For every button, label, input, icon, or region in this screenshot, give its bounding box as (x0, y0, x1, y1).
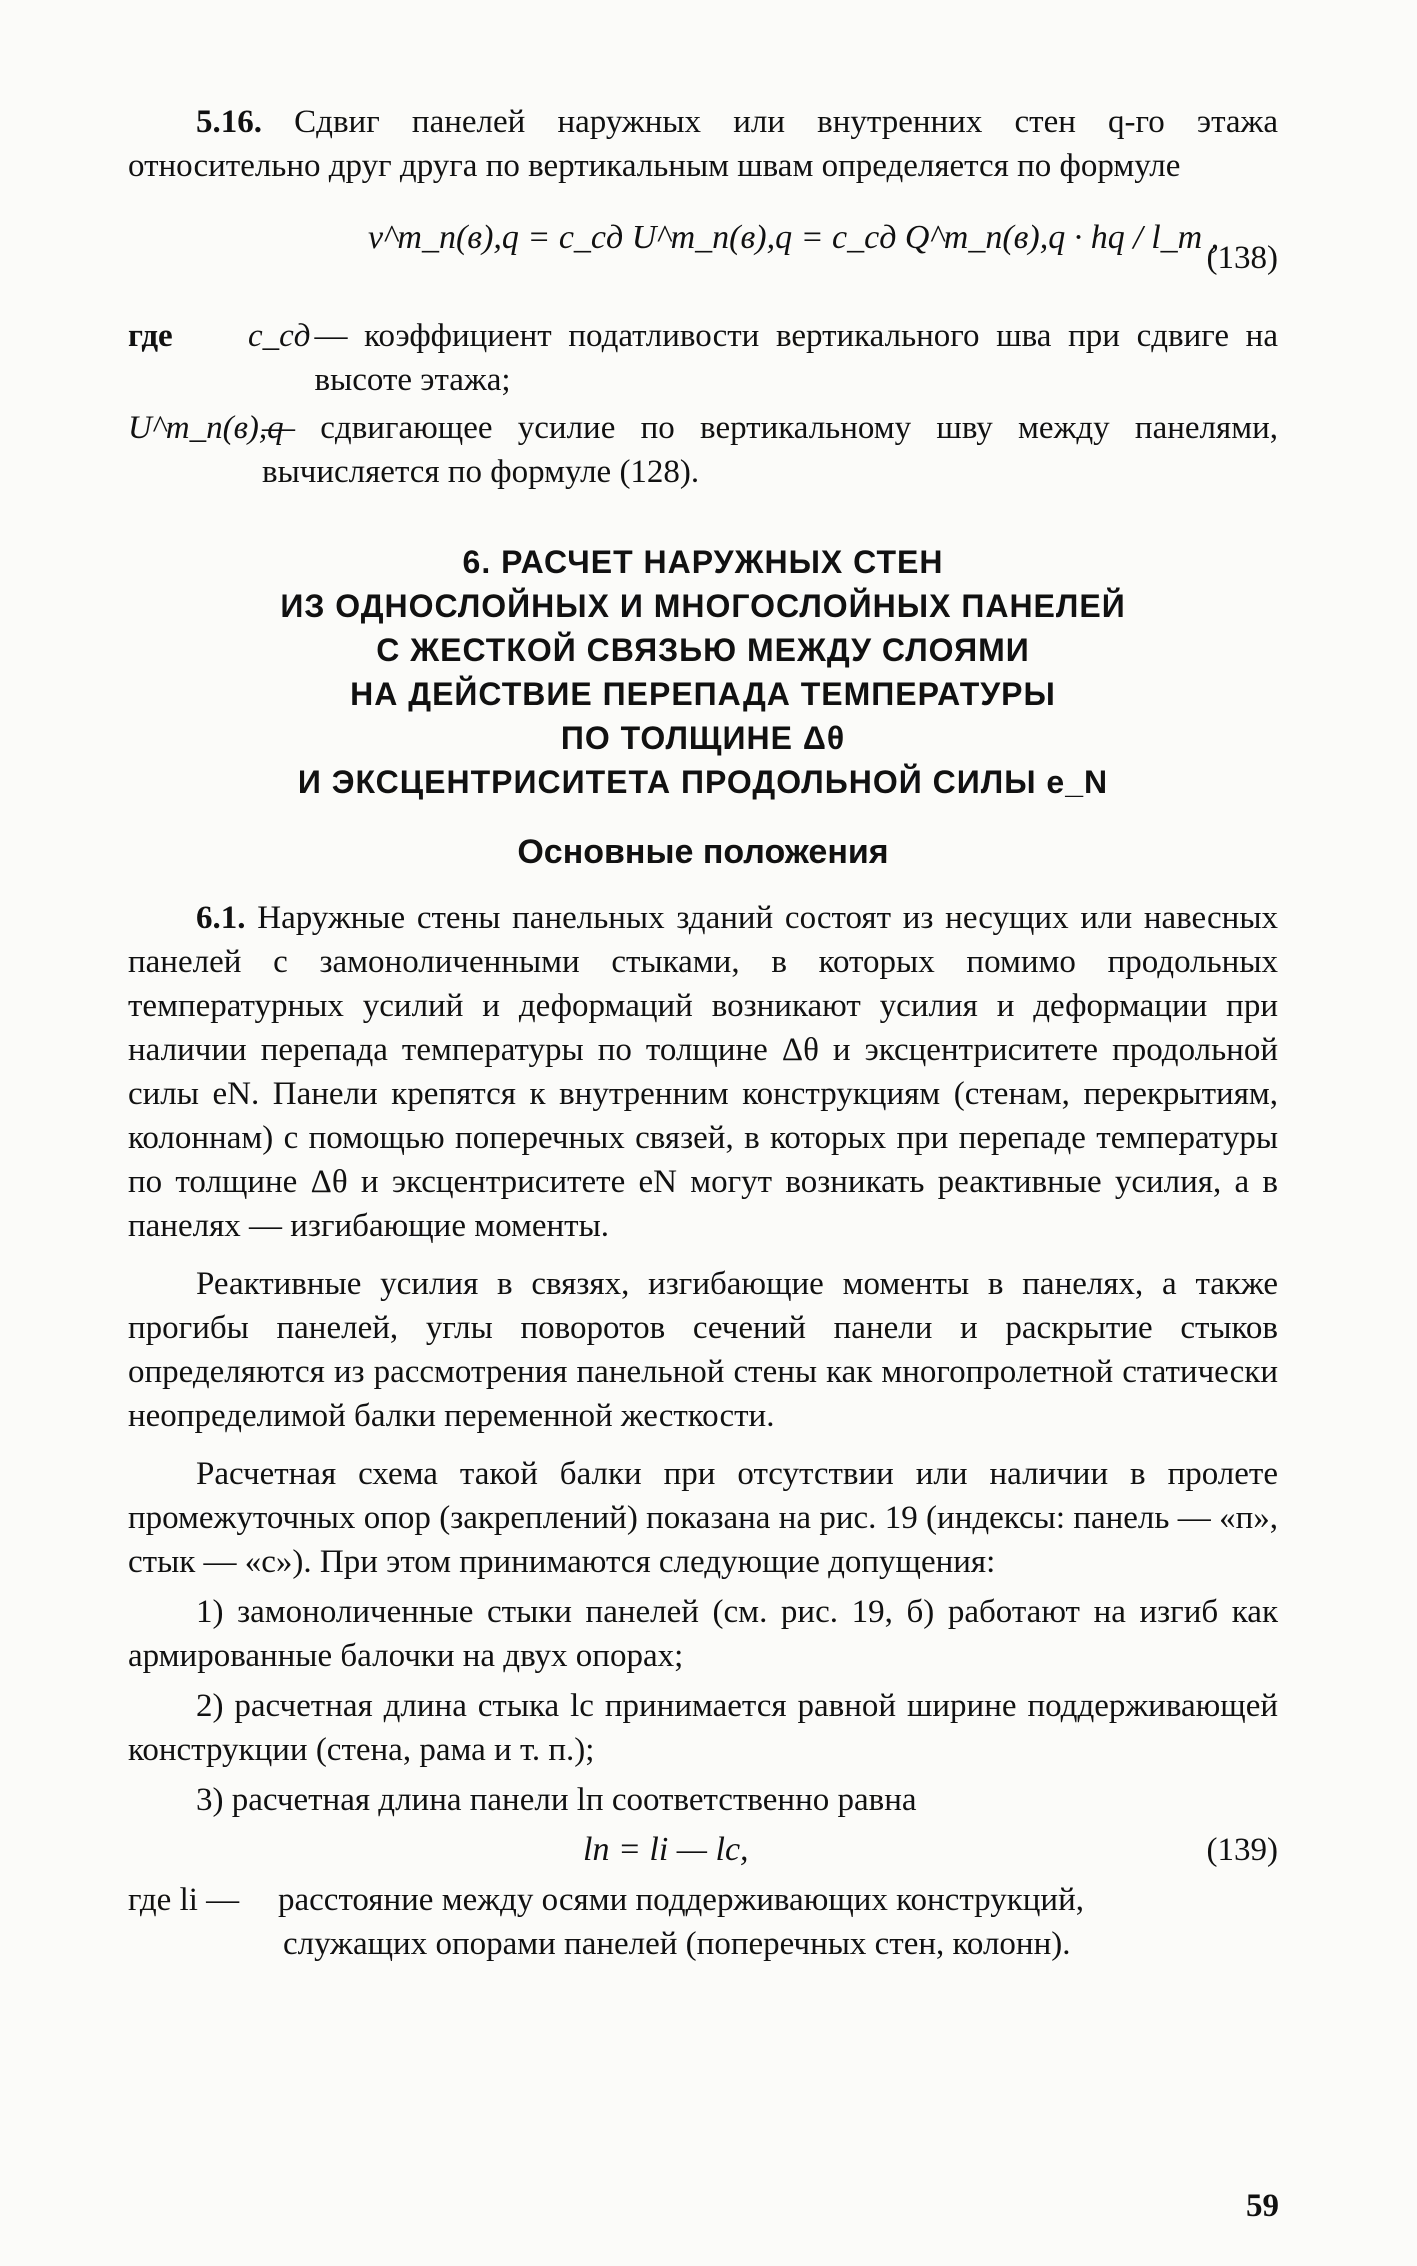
paragraph-reactive-forces: Реактивные усилия в связях, изгибающие моменты в панелях, а также прогибы панелей, углы поворотов сечений панели и раскрытие стыков определяются из рассмотрения панельной стены как многопролетной статически неопределимой балки переменной жесткости. (128, 1266, 1278, 1434)
formula-138-expression (368, 216, 1219, 260)
definition-l-i (128, 1878, 1278, 1922)
where-l-i-label: где li — (128, 1882, 240, 1918)
definition-u-shear-text: — сдвигающее усилие по вертикальному шву между панелями, вычисляется по формуле (128). (262, 410, 1278, 490)
paragraph-6-1 (128, 896, 1278, 1248)
heading-line: ИЗ ОДНОСЛОЙНЫХ И МНОГОСЛОЙНЫХ ПАНЕЛЕЙ (280, 588, 1126, 624)
formula-139 (128, 1824, 1278, 1876)
heading-line: 6. РАСЧЕТ НАРУЖНЫХ СТЕН (462, 544, 944, 580)
section-number-6-1: 6.1. (196, 900, 246, 936)
formula-138-number: (138) (1206, 240, 1278, 276)
paragraph-6-1-text: Наружные стены панельных зданий состоят из несущих или навесных панелей с замоноличенными стыками, в которых помимо продольных температурных усилий и деформаций возникают усилия и деформации при наличии перепада температуры по толщине Δθ и эксцентриситете продольной силы eN. Панели крепятся к внутренним конструкциям (стенам, перекрытиям, колоннам) с помощью поперечных связей, в которых при перепаде температуры по толщине Δθ и эксцентриситете eN могут возникать реактивные усилия, а в панелях — изгибающие моменты. (128, 900, 1278, 1244)
paragraph-5-16-text: Сдвиг панелей наружных или внутренних стен q-го этажа относительно друг друга по вертикальным швам определяется по формуле (128, 104, 1278, 184)
list-item-3: 3) расчетная длина панели lп соответственно равна (196, 1782, 917, 1818)
formula-139-number: (139) (1206, 1832, 1278, 1868)
subheading-basic-provisions: Основные положения (517, 833, 889, 871)
symbol-u-shear: U^m_п(в),q (128, 410, 284, 446)
section-number-5-16: 5.16. (196, 104, 262, 140)
definitions-138 (128, 314, 1278, 494)
symbol-c-sd: c_сд (248, 318, 311, 354)
list-item-2: 2) расчетная длина стыка lс принимается равной ширине поддерживающей конструкции (стена, рама и т. п.); (128, 1688, 1278, 1768)
paragraph-5-16 (128, 100, 1278, 188)
text-column (128, 100, 1278, 1966)
formula-138 (128, 198, 1278, 308)
heading-line: С ЖЕСТКОЙ СВЯЗЬЮ МЕЖДУ СЛОЯМИ (376, 632, 1030, 668)
page-number: 59 (1246, 2188, 1279, 2224)
list-item-1: 1) замоноличенные стыки панелей (см. рис. 19, б) работают на изгиб как армированные балочки на двух опорах; (128, 1594, 1278, 1674)
formula-138-text: v^m_п(в),q = c_сд U^m_п(в),q = c_сд Q^m_п(в),q · hq / l_m , (368, 219, 1220, 256)
definition-u-shear (128, 406, 1278, 494)
formula-139-expression: lп = li — lс, (583, 1831, 749, 1868)
heading-line: И ЭКСЦЕНТРИСИТЕТА ПРОДОЛЬНОЙ СИЛЫ e_N (297, 764, 1109, 800)
paragraph-design-scheme: Расчетная схема такой балки при отсутствии или наличии в пролете промежуточных опор (закреплений) показана на рис. 19 (индексы: панель — «п», стык — «с»). При этом принимаются следующие допущения: (128, 1456, 1278, 1580)
definition-c-sd (128, 314, 1278, 402)
section-6-heading (128, 540, 1278, 804)
heading-line: НА ДЕЙСТВИЕ ПЕРЕПАДА ТЕМПЕРАТУРЫ (350, 676, 1056, 712)
definition-l-i-text: расстояние между осями поддерживающих конструкций, (278, 1882, 1084, 1918)
definition-l-i-continued: служащих опорами панелей (поперечных стен, колонн). (283, 1926, 1071, 1962)
where-label: где (128, 318, 173, 354)
definition-c-sd-text: — коэффициент податливости вертикального шва при сдвиге на высоте этажа; (314, 318, 1278, 398)
heading-line: ПО ТОЛЩИНЕ Δθ (560, 720, 846, 756)
